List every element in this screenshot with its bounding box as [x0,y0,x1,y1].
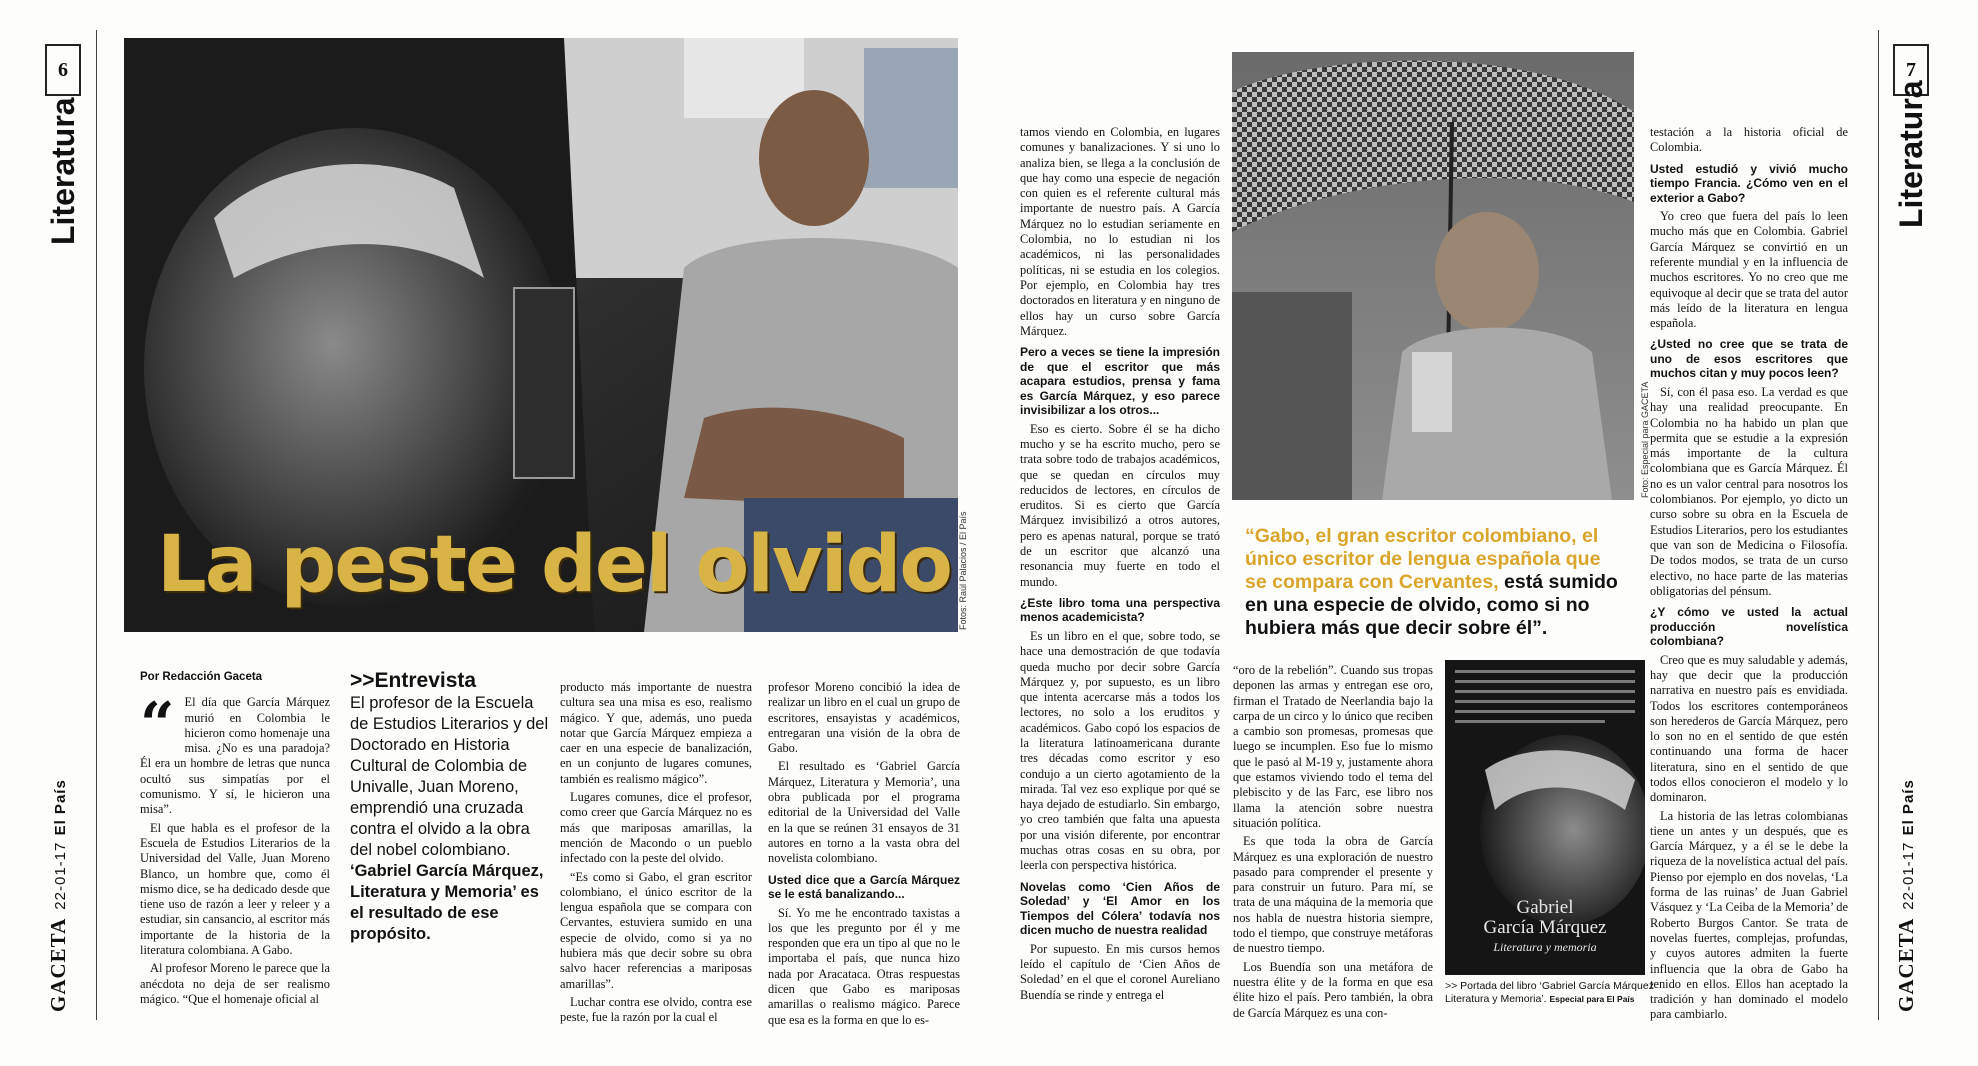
byline: Por Redacción Gaceta [140,671,263,683]
book-title-block [1445,898,1645,955]
interview-question: ¿Y cómo ve usted la actual producción novelística colombiana? [1650,605,1848,649]
book-title: García Márquez [1483,917,1607,938]
margin-rule [1878,30,1879,1020]
paragraph: Creo que es muy saludable y además, hay que decir que la producción narrativa en nuestro país es envidiada. Todos los escritores contemporáneos son herederos de García Márquez, pero lo son no en el sentido de que estén continuando una forma de hacer literatura, sino en el sentido de que todos ellos conocieron el modelo y lo dominaron. [1650,652,1848,805]
caption-text: >> Portada del libro ‘Gabriel García Márquez Literatura y Memoria’. [1445,980,1654,1005]
footer-brand: GACETA [46,917,70,1012]
open-quote-mark: “ [140,690,175,761]
section-label: Literatura [45,97,81,245]
footer-paper: El País [52,779,69,836]
photo-credit: Foto: Especial para GACETA [1640,381,1650,498]
right-column-1 [1020,125,1220,1006]
paragraph: Sí. Yo me he encontrado taxistas a los que les pregunto por él y me responden que era un tipo al que no le importaba el país, que nunca hizo nada por Aracataca. Otras respuestas dicen que Gabo es mariposas amarillas o realismo mágico. Parece que esa es la forma en que lo es- [768,905,960,1027]
interview-question: Usted estudió y vivió mucho tiempo Francia. ¿Cómo ven en el exterior a Gabo? [1650,161,1848,205]
footer-brand: GACETA [1894,917,1918,1012]
pull-quote [1245,525,1620,640]
paragraph: “oro de la rebelión”. Cuando sus tropas deponen las armas y entregan ese oro, firman el Tratado de Neerlandia bajo la carpa de un circo y lo único que reciben a cambio son promesas, promesas que luego se incumplen. Eso fue lo mismo que le pasó al M-19 y, justamente ahora que estamos viviendo todo el tema del plebiscito y de las Farc, ese libro nos llama la atención sobre nuestra situación política. [1233,663,1433,830]
footer-masthead [46,779,71,1012]
interview-question: Usted dice que a García Márquez se le está banalizando... [768,872,960,902]
paragraph: “Es como si Gabo, el gran escritor colombiano, el único escritor de la lengua española que se compara con Cervantes, estuviera sumido en una especie de olvido, como si ya no hubiera más que decir sobre su obra salvo hacer referencias a mariposas amarillas”. [560,869,752,991]
paragraph: profesor Moreno concibió la idea de realizar un libro en el cual un grupo de escritores, ensayistas y académicos, entregaran una visión de la obra de Gabo. [768,680,960,756]
paragraph: Los Buendía son una metáfora de nuestra élite y de la forma en que esa élite hizo el país. Pero también, la obra de García Márquez es una con- [1233,959,1433,1020]
book-title: Gabriel [1516,897,1574,918]
paragraph: Yo creo que fuera del país lo leen mucho más que en Colombia. Gabriel García Márquez se convirtió en un referente mundial y en la influencia de muchos escritores. Yo no creo que me equivoque al decir que se trata del autor más leído de la literatura en lengua española. [1650,209,1848,331]
umbrella-photo [1232,52,1634,500]
intro-close: ‘Gabriel García Márquez, Literatura y Memoria’ es el resultado de ese propósito. [350,862,544,943]
headline: La peste del olvido [157,520,951,610]
paragraph: Por supuesto. En mis cursos hemos leído el capítulo de ‘Cien Años de Soledad’ en el que el coronel Aureliano Buendía se rinde y entrega el [1020,941,1220,1002]
paragraph: Luchar contra ese olvido, contra ese peste, fue la razón por la cual el [560,994,752,1025]
footer-masthead [1894,779,1919,1012]
footer-date: 22-01-17 [52,841,69,910]
right-column-4 [1650,125,1848,1026]
paragraph: Eso es cierto. Sobre él se ha dicho mucho y se ha escrito mucho, pero se trata sobre todo de trabajos académicos, que se quedan en círculos muy reducidos de lectores, en círculos de eruditos. Si es cierto que García Márquez invisibilizó a otros autores, pero es apenas natural, porque se trató de un escritor que alcanzó una resonancia muy fuerte en todo el mundo. [1020,421,1220,589]
column-4 [768,680,960,1031]
page-number: 7 [1893,44,1929,96]
book-caption [1445,980,1655,1006]
footer-paper: El País [1900,779,1917,836]
paragraph: El día que García Márquez murió en Colombia le hicieron como homenaje una misa. ¿No es una paradoja? Él era un hombre de letras que nunca ocultó sus simpatías por el comunismo. Y sí, le hicieron una misa”. [140,695,330,817]
intro-body: El profesor de la Escuela de Estudios Literarios y del Doctorado en Historia Cultural de Colombia de Univalle, Juan Moreno, emprendió una cruzada contra el olvido a la obra del nobel colombiano. [350,694,549,859]
column-1 [140,670,330,1010]
paragraph: producto más importante de nuestra cultura sea una misa es eso, realismo mágico. Y que, además, uno pueda notar que García Márquez empieza a caer en una especie de banalización, en un conjunto de lugares comunes, también es realismo mágico”. [560,680,752,786]
paragraph: Es que toda la obra de García Márquez es una exploración de nuestro pasado para comprender el presente y para construir un futuro. Para mí, se trata de una máquina de la memoria que nos habla de nuestra historia siempre, todo el tiempo, que construye metáforas de nuestro tiempo. [1233,834,1433,956]
paragraph: Lugares comunes, dice el profesor, como creer que García Márquez no es más que mariposas amarillas, la mención de Macondo o un pueblo infectado con la peste del olvido. [560,790,752,866]
caption-credit: Especial para El País [1549,994,1635,1004]
margin-rule [96,30,97,1020]
paragraph: Sí, con él pasa eso. La verdad es que hay una realidad preocupante. En Colombia no ha habido un plan que permita que se estudie a la expresión más importante de la cultura colombiana que es García Márquez. Él no es un valor central para nosotros los colombianos. Por ejemplo, yo dicto un curso sobre su obra en la Escuela de Estudios Literarios, pero los estudiantes que van son de Medicina o Filosofía. De todos modos, se trata de un curso electivo, no hace parte de las materias obligatorias del pénsum. [1650,384,1848,598]
section-label: Literatura [1893,80,1929,228]
interview-question: Novelas como ‘Cien Años de Soledad’ y ‘El Amor en los Tiempos del Cólera’ todavía nos dicen mucho de nuestra realidad [1020,879,1220,938]
paragraph: testación a la historia oficial de Colombia. [1650,125,1848,155]
intro-kicker: >>Entrevista [350,669,477,692]
paragraph: Al profesor Moreno le parece que la anécdota no deja de ser realismo mágico. “Que el homenaje oficial al [140,961,330,1006]
right-column-2 [1233,663,1433,1024]
page-number: 6 [45,44,81,96]
interview-question: ¿Usted no cree que se trata de uno de esos escritores que muchos citan y muy pocos leen? [1650,337,1848,381]
pull-quote-highlight: “Gabo, el gran escritor colombiano, el único escritor de lengua española que se compara con Cervantes, [1245,525,1601,593]
paragraph: tamos viendo en Colombia, en lugares comunes y banalizaciones. Y si uno lo analiza bien, se llega a la conclusión de que hay como una especie de negación con quien es el referente cultural más importante de nuestro país. A García Márquez no lo estudian seriamente en Colombia, no lo estudian ni los académicos, ni las personalidades políticas, ni se estudia en los colegios. Por ejemplo, en Colombia hay tres doctorados en literatura y en ninguno de ellos hay un curso sobre García Márquez. [1020,125,1220,338]
photo-credit: Fotos: Raúl Palacios / El País [958,511,968,630]
pull-quote-rest: está sumido en una especie de olvido, como si no hubiera más que decir sobre él”. [1245,571,1618,639]
paragraph: La historia de las letras colombianas tiene un antes y un después, que es García Márquez, y a él se le debe la riqueza de la novelística actual del país. Pienso por ejemplo en dos novelas, ‘La forma de las ruinas’ de Juan Gabriel Vásquez y ‘La Ceiba de la Memoria’ de Roberto Burgos Cantor. Se trata de novelas fuertes, complejas, profundas, y cuyos autores admiten la fuerte influencia que la obra de Gabo ha tenido en ellos. Ellos han aceptado la tradición y han dominado el modelo para cambiarlo. [1650,808,1848,1022]
left-page [0,0,978,1066]
interview-question: ¿Este libro toma una perspectiva menos academicista? [1020,595,1220,625]
column-3 [560,680,752,1029]
footer-date: 22-01-17 [1900,841,1917,910]
interview-question: Pero a veces se tiene la impresión de que el escritor que más acapara estudios, prensa y fama es García Márquez, y eso parece invisibilizar a los otros... [1020,345,1220,418]
intro-box [350,670,550,945]
book-cover [1445,660,1645,975]
paragraph: El resultado es ‘Gabriel García Márquez, Literatura y Memoria’, una obra publicada por el programa editorial de la Universidad del Valle en la que se reúnen 31 ensayos de 31 autores en torno a la vasta obra del novelista colombiano. [768,759,960,866]
paragraph: El que habla es el profesor de la Escuela de Estudios Literarios de la Universidad del Valle, Juan Moreno Blanco, un hombre que, como él mismo dice, se ha dedicado desde que tiene uso de razón a leer y releer y a estudiar, sin cansancio, al escritor más importante de la historia de la literatura colombiana. A Gabo. [140,820,330,958]
book-subtitle: Literatura y memoria [1493,940,1597,954]
paragraph: Es un libro en el que, sobre todo, se hace una demostración de que todavía queda mucho por decir sobre García Márquez y, por supuesto, es un libro que intenta acercarse más a todos los lectores, no solo a los eruditos y académicos. Gabo copó los espacios de la literatura latinoamericana durante tres décadas como escritor y eso condujo a un cierto agotamiento de la mirada. Tal vez eso explique por qué se haya dejado de estudiarlo. Sin embargo, yo creo también que falta una apuesta por una visión diferente, por encontrar muchas otras cosas en su obra, por leerla con perspectiva histórica. [1020,628,1220,873]
